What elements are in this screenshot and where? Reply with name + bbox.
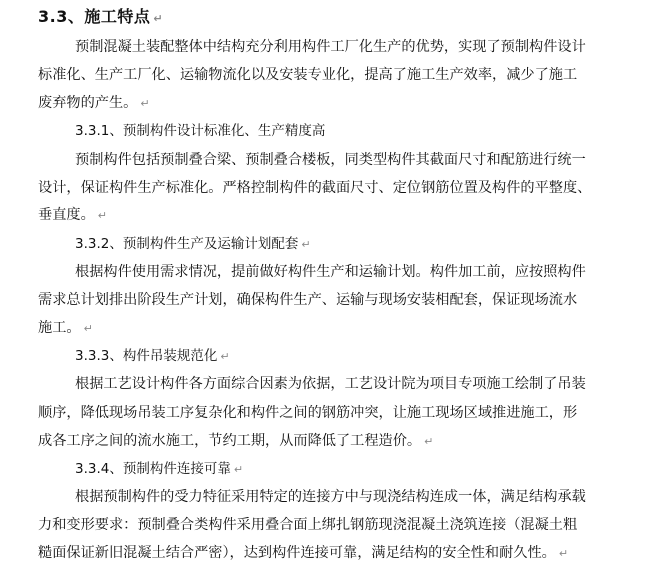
paragraph-mark-icon: ↵ [220, 350, 230, 363]
subsection-1-line-2: 设计，保证构件生产标准化。严格控制构件的截面尺寸、定位钢筋位置及构件的平整度、 [38, 180, 592, 196]
subsection-3-line-3: 成各工序之间的流水施工，节约工期，从而降低了工程造价。 ↵ [38, 433, 434, 449]
subsection-4-line-1: 根据预制构件的受力特征采用特定的连接方中与现浇结构连成一体，满足结构承载 [75, 489, 586, 505]
subsection-4-line-2: 力和变形要求：预制叠合类构件采用叠合面上绑扎钢筋现浇混凝土浇筑连接（混凝土粗 [38, 517, 578, 533]
paragraph-mark-icon: ↵ [301, 238, 311, 251]
intro-line-2: 标准化、生产工厂化、运输物流化以及安装专业化，提高了施工生产效率，减少了施工 [38, 67, 578, 83]
paragraph-mark-icon: ↵ [83, 322, 93, 335]
subsection-1-line-1: 预制构件包括预制叠合梁、预制叠合楼板，同类型构件其截面尺寸和配筋进行统一 [75, 152, 586, 168]
paragraph-mark-icon: ↵ [558, 547, 569, 560]
subsection-3-line-2: 顺序，降低现场吊装工序复杂化和构件之间的钢筋冲突，让施工现场区域推进施工，形 [38, 405, 578, 421]
section-heading: 3.3、施工特点 ↵ [38, 7, 164, 26]
subsection-title-4: 3.3.4、预制构件连接可靠 ↵ [75, 461, 244, 477]
subsection-2-line-2: 需求总计划排出阶段生产计划，确保构件生产、运输与现场安装相配套，保证现场流水 [38, 292, 578, 308]
subsection-title-2: 3.3.2、预制构件生产及运输计划配套 ↵ [75, 236, 311, 252]
subsection-2-line-1: 根据构件使用需求情况，提前做好构件生产和运输计划。构件加工前，应按照构件 [75, 264, 586, 280]
paragraph-mark-icon: ↵ [153, 12, 164, 25]
subsection-title-1: 3.3.1、预制构件设计标准化、生产精度高 [75, 123, 326, 139]
subsection-2-line-3: 施工。 ↵ [38, 320, 93, 336]
paragraph-mark-icon: ↵ [140, 97, 150, 110]
paragraph-mark-icon: ↵ [424, 435, 434, 448]
paragraph-mark-icon: ↵ [97, 209, 107, 222]
subsection-1-line-3: 垂直度。 ↵ [38, 207, 107, 223]
subsection-3-line-1: 根据工艺设计构件各方面综合因素为依据，工艺设计院为项目专项施工绘制了吊装 [75, 376, 586, 392]
subsection-4-line-3: 糙面保证新旧混凝土结合严密），达到构件连接可靠，满足结构的安全性和耐久性。 ↵ [38, 545, 569, 561]
intro-line-3: 废弃物的产生。 ↵ [38, 95, 150, 111]
intro-line-1: 预制混凝土装配整体中结构充分利用构件工厂化生产的优势，实现了预制构件设计 [75, 39, 586, 55]
paragraph-mark-icon: ↵ [233, 463, 244, 476]
subsection-title-3: 3.3.3、构件吊装规范化 ↵ [75, 348, 230, 364]
